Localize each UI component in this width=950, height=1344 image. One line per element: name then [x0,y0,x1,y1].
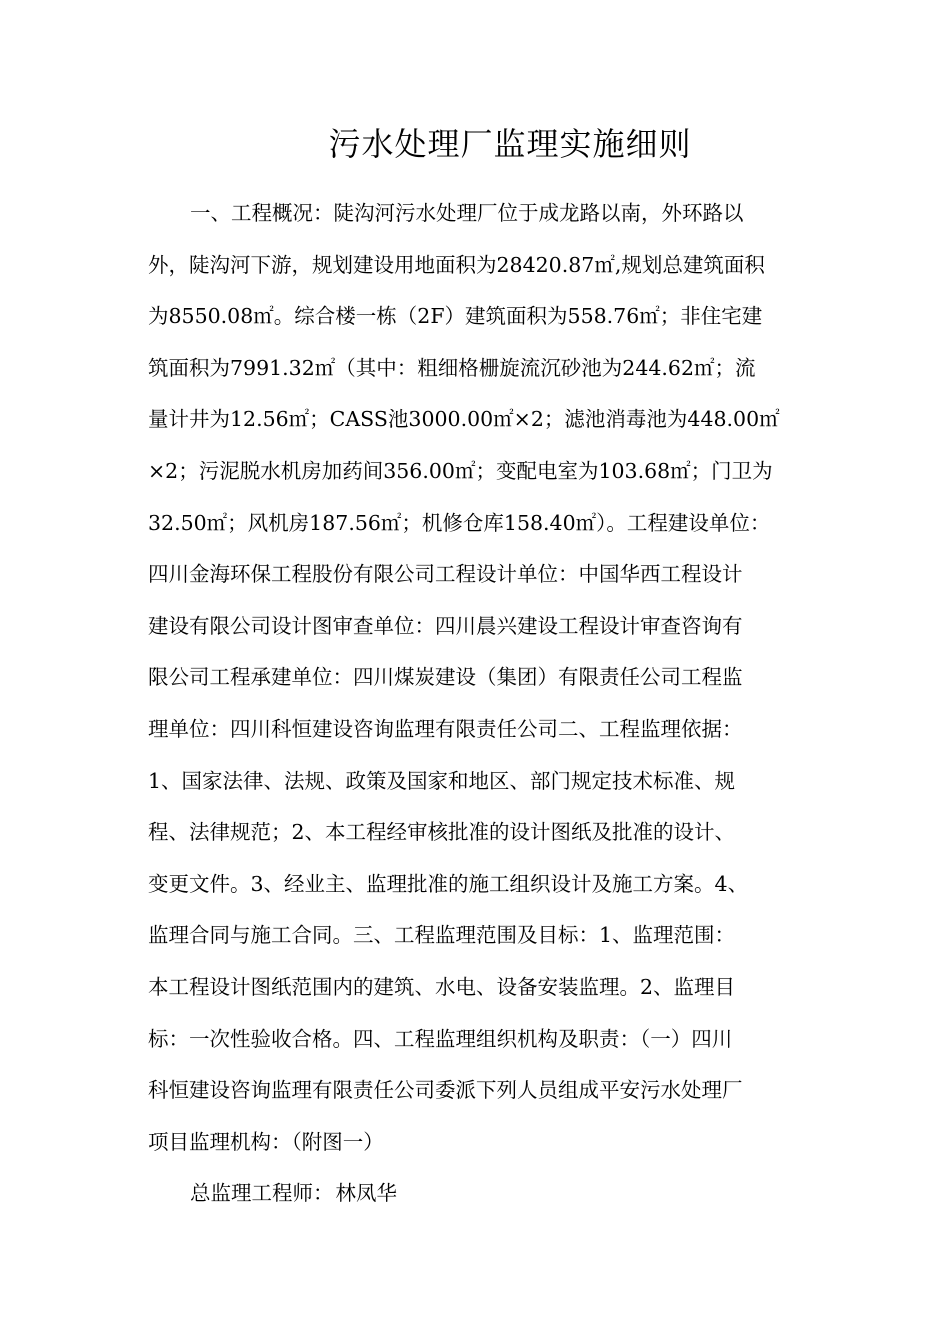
body-line: 筑面积为7991.32㎡（其中：粗细格栅旋流沉砂池为244.62㎡；流 [148,355,756,380]
body-line: 为8550.08㎡。综合楼一栋（2F）建筑面积为558.76㎡；非住宅建 [148,304,763,329]
document-body [148,188,800,1168]
document-title: 污水处理厂监理实施细则 [328,125,692,163]
body-line: 项目监理机构：（附图一） [148,1129,384,1154]
body-line: 监理合同与施工合同。三、工程监理范围及目标：1、监理范围： [148,923,736,948]
body-line: 理单位：四川科恒建设咨询监理有限责任公司二、工程监理依据： [148,716,743,741]
body-line: 科恒建设咨询监理有限责任公司委派下列人员组成平安污水处理厂 [148,1078,743,1103]
chief-supervisor-label: 总监理工程师： [190,1181,334,1205]
chief-supervisor-line [190,1168,397,1220]
chief-supervisor-name: 林凤华 [335,1181,397,1205]
body-line: 程、法律规范；2、本工程经审核批准的设计图纸及批准的设计、 [148,820,736,845]
body-line: 建设有限公司设计图审查单位：四川晨兴建设工程设计审查咨询有 [148,613,743,638]
body-line: 一、工程概况：陡沟河污水处理厂位于成龙路以南，外环路以 [190,201,744,225]
body-line: 外，陡沟河下游，规划建设用地面积为28420.87㎡,规划总建筑面积 [148,252,765,277]
body-line: 四川金海环保工程股份有限公司工程设计单位：中国华西工程设计 [148,562,743,587]
body-line: 32.50㎡；风机房187.56㎡；机修仓库158.40㎡）。工程建设单位： [148,510,771,535]
body-line: 限公司工程承建单位：四川煤炭建设（集团）有限责任公司工程监 [148,665,743,690]
body-line: 变更文件。3、经业主、监理批准的施工组织设计及施工方案。4、 [148,871,749,896]
body-line: 标：一次性验收合格。四、工程监理组织机构及职责：（一）四川 [148,1026,733,1051]
body-line: 本工程设计图纸范围内的建筑、水电、设备安装监理。2、监理目 [148,974,736,999]
body-line: 量计井为12.56㎡；CASS池3000.00㎡×2；滤池消毒池为448.00㎡ [148,407,780,432]
body-line: ×2；污泥脱水机房加药间356.00㎡；变配电室为103.68㎡；门卫为 [148,458,773,483]
body-line: 1、国家法律、法规、政策及国家和地区、部门规定技术标准、规 [148,768,736,793]
